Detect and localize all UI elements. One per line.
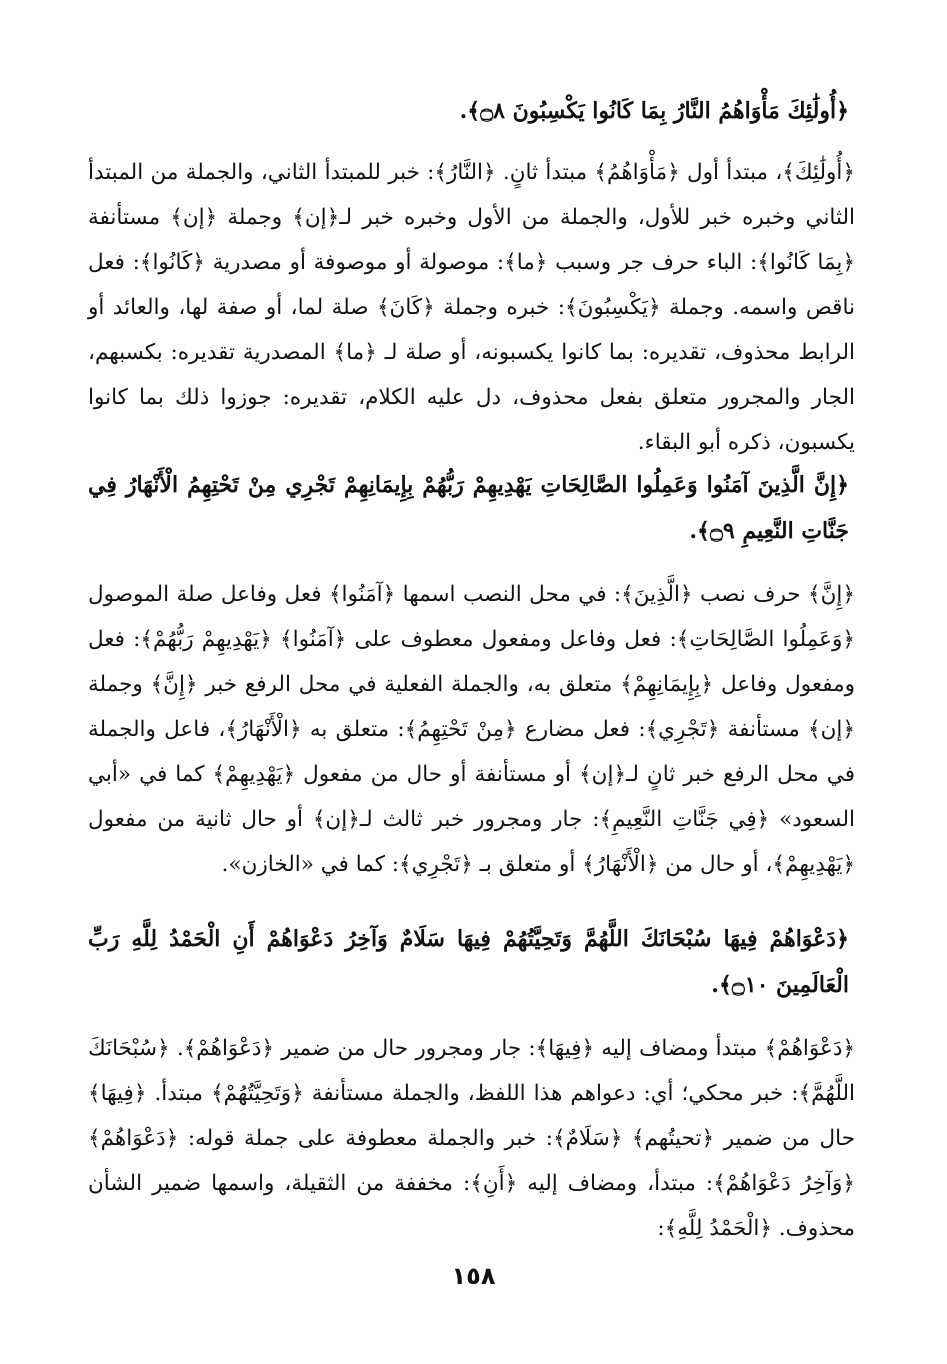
grammar-commentary-verse-8: ﴿أُولَٰئِكَ﴾، مبتدأ أول ﴿مَأْوَاهُمُ﴾ مبتدأ ثانٍ. ﴿النَّارُ﴾: خبر للمبتدأ الثاني، والجملة من المبتدأ الثاني وخبره خبر للأول، والجملة من الأول وخبره خبر لـ﴿إن﴾ وجملة ﴿إن﴾ مستأنفة ﴿بِمَا كَانُوا﴾: الباء حرف جر وسبب ﴿ما﴾: موصولة أو موصوفة أو مصدرية ﴿كَانُوا﴾: فعل ناقص واسمه. وجملة ﴿يَكْسِبُونَ﴾: خبره وجملة ﴿كَانَ﴾ صلة لما، أو صفة لها، والعائد أو الرابط محذوف، تقديره: بما كانوا يكسبونه، أو صلة لـ ﴿ما﴾ المصدرية تقديره: بكسبهم، الجار والمجرور متعلق بفعل محذوف، دل عليه الكلام، تقديره: جوزوا ذلك بما كانوا يكسبون، ذكره أبو البقاء. <box>88 160 855 455</box>
grammar-commentary-verse-10: ﴿دَعْوَاهُمْ﴾ مبتدأ ومضاف إليه ﴿فِيهَا﴾: جار ومجرور حال من ضمير ﴿دَعْوَاهُمْ﴾. ﴿سُبْحَانَكَ اللَّهُمَّ﴾: خبر محكي؛ أي: دعواهم هذا اللفظ، والجملة مستأنفة ﴿وَتَحِيَّتُهُمْ﴾ مبتدأ. ﴿فِيهَا﴾ حال من ضمير ﴿تحيتُهم﴾ ﴿سَلَامٌ﴾: خبر والجملة معطوفة على جملة قوله: ﴿دَعْوَاهُمْ﴾ ﴿وَآخِرُ دَعْوَاهُمْ﴾: مبتدأ، ومضاف إليه ﴿أَنِ﴾: مخففة من الثقيلة، واسمها ضمير الشأن محذوف. ﴿الْحَمْدُ لِلَّهِ﴾: <box>88 1036 855 1241</box>
page-number: ١٥٨ <box>451 1262 496 1290</box>
quran-verse-8: ﴿أُولَٰئِكَ مَأْوَاهُمُ النَّارُ بِمَا كَانُوا يَكْسِبُونَ ۝٨﴾. <box>459 98 849 124</box>
quran-verse-10: ﴿دَعْوَاهُمْ فِيهَا سُبْحَانَكَ اللَّهُمَّ وَتَحِيَّتُهُمْ فِيهَا سَلَامٌ وَآخِرُ دَعْوَاهُمْ أَنِ الْحَمْدُ لِلَّهِ رَبِّ الْعَالَمِينَ ۝١٠﴾. <box>88 926 849 998</box>
grammar-commentary-verse-9: ﴿إِنَّ﴾ حرف نصب ﴿الَّذِينَ﴾: في محل النصب اسمها ﴿آمَنُوا﴾ فعل وفاعل صلة الموصول ﴿وَعَمِلُوا الصَّالِحَاتِ﴾: فعل وفاعل ومفعول معطوف على ﴿آمَنُوا﴾ ﴿يَهْدِيهِمْ رَبُّهُمْ﴾: فعل ومفعول وفاعل ﴿بِإِيمَانِهِمْ﴾ متعلق به، والجملة الفعلية في محل الرفع خبر ﴿إِنَّ﴾ وجملة ﴿إن﴾ مستأنفة ﴿تَجْرِي﴾: فعل مضارع ﴿مِنْ تَحْتِهِمُ﴾: متعلق به ﴿الْأَنْهَارُ﴾، فاعل والجملة في محل الرفع خبر ثانٍ لـ﴿إن﴾ أو مستأنفة أو حال من مفعول ﴿يَهْدِيهِمْ﴾ كما في «أبي السعود» ﴿فِي جَنَّاتِ النَّعِيمِ﴾: جار ومجرور خبر ثالث لـ﴿إن﴾ أو حال ثانية من مفعول ﴿يَهْدِيهِمْ﴾، أو حال من ﴿الْأَنْهَارُ﴾ أو متعلق بـ ﴿تَجْرِي﴾: كما في «الخازن». <box>88 582 855 877</box>
quran-verse-9: ﴿إِنَّ الَّذِينَ آمَنُوا وَعَمِلُوا الصَّالِحَاتِ يَهْدِيهِمْ رَبُّهُمْ بِإِيمَانِهِمْ تَجْرِي مِنْ تَحْتِهِمُ الْأَنْهَارُ فِي جَنَّاتِ النَّعِيمِ ۝٩﴾. <box>88 472 849 544</box>
